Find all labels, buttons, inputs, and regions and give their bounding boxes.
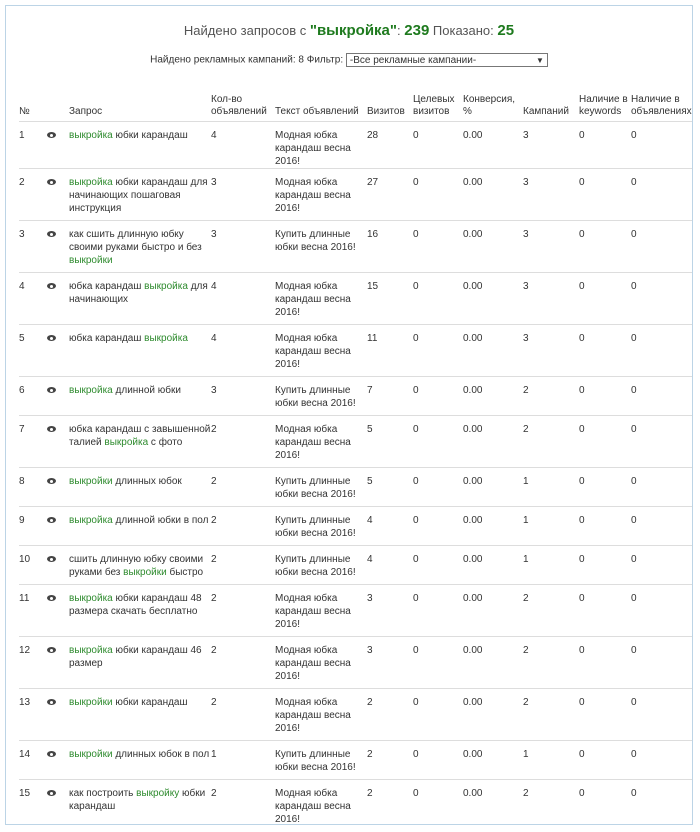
ads-count: 4 [211,325,275,377]
query-text: юбки карандаш 48 размера скачать бесплатно [69,593,202,617]
ad-text: Модная юбка карандаш весна 2016! [275,273,367,325]
visits: 2 [367,780,413,832]
target-visits: 0 [413,221,463,273]
ad-text: Купить длинные юбки весна 2016! [275,468,367,507]
visits: 7 [367,377,413,416]
visits: 15 [367,273,413,325]
conversion: 0.00 [463,507,523,546]
in-ads: 0 [631,637,692,689]
target-visits: 0 [413,169,463,221]
view-cell [47,689,69,741]
in-keywords: 0 [579,377,631,416]
ad-text: Модная юбка карандаш весна 2016! [275,416,367,468]
query-text: юбки карандаш 46 размер [69,645,202,669]
target-visits: 0 [413,546,463,585]
visits: 2 [367,741,413,780]
in-ads: 0 [631,221,692,273]
query-cell [69,468,211,507]
in-keywords: 0 [579,221,631,273]
row-number: 10 [19,546,47,585]
campaigns-found-label: Найдено рекламных кампаний: 8 Фильтр: [150,54,344,66]
eye-icon[interactable] [47,283,56,289]
table-row [19,468,692,507]
table-row [19,122,692,169]
conversion: 0.00 [463,546,523,585]
ad-text: Модная юбка карандаш весна 2016! [275,169,367,221]
in-keywords: 0 [579,546,631,585]
ads-count: 1 [211,741,275,780]
query-text: длинных юбок [112,476,182,487]
query-text: юбка карандаш с завышенной талией [69,424,211,448]
in-ads: 0 [631,585,692,637]
campaigns: 3 [523,169,579,221]
query-cell [69,416,211,468]
query-cell [69,377,211,416]
ads-count: 2 [211,468,275,507]
col-in-ads-header: Наличие в объявлениях [631,94,692,117]
in-keywords: 0 [579,169,631,221]
query-keyword: выкройки [123,567,167,578]
visits: 11 [367,325,413,377]
campaigns: 3 [523,273,579,325]
visits: 2 [367,689,413,741]
query-keyword: выкройка [69,645,113,656]
table-row [19,416,692,468]
campaigns: 1 [523,468,579,507]
query-text: юбки карандаш [112,130,188,141]
in-keywords: 0 [579,780,631,832]
row-number: 6 [19,377,47,416]
query-text: с фото [148,437,183,448]
query-cell [69,507,211,546]
ad-text: Модная юбка карандаш весна 2016! [275,780,367,832]
queries-table [19,70,692,832]
query-cell [69,221,211,273]
campaigns: 2 [523,416,579,468]
ad-text: Купить длинные юбки весна 2016! [275,741,367,780]
query-cell [69,741,211,780]
query-keyword: выкройка [69,177,113,188]
eye-icon[interactable] [47,132,56,138]
col-query-header: Запрос [69,106,103,117]
in-keywords: 0 [579,689,631,741]
visits: 4 [367,546,413,585]
ads-count: 3 [211,377,275,416]
ads-count: 2 [211,507,275,546]
row-number: 11 [19,585,47,637]
query-keyword: выкройка [104,437,149,448]
chevron-down-icon: ▼ [535,56,544,65]
row-number: 5 [19,325,47,377]
visits: 4 [367,507,413,546]
campaign-filter [6,53,692,67]
ad-text: Модная юбка карандаш весна 2016! [275,325,367,377]
visits: 27 [367,169,413,221]
campaigns: 2 [523,585,579,637]
conversion: 0.00 [463,689,523,741]
table-row [19,377,692,416]
table-header [19,70,692,122]
row-number: 12 [19,637,47,689]
query-cell [69,689,211,741]
target-visits: 0 [413,507,463,546]
view-cell [47,507,69,546]
query-cell [69,780,211,832]
query-keyword: выкройку [136,788,180,799]
col-number-header: № [19,106,30,117]
conversion: 0.00 [463,377,523,416]
campaigns: 2 [523,637,579,689]
view-cell [47,325,69,377]
in-keywords: 0 [579,585,631,637]
in-ads: 0 [631,741,692,780]
col-campaigns-header: Кампаний [523,106,569,117]
query-text: юбки карандаш [112,697,188,708]
in-ads: 0 [631,780,692,832]
summary-prefix: Найдено запросов с [183,23,310,38]
conversion: 0.00 [463,221,523,273]
table-row [19,585,692,637]
table-row [19,169,692,221]
view-cell [47,273,69,325]
ads-count: 4 [211,122,275,169]
view-cell [47,416,69,468]
query-cell [69,637,211,689]
query-keyword: выкройка [69,130,113,141]
target-visits: 0 [413,585,463,637]
table-row [19,689,692,741]
col-in-keywords-header: Наличие в keywords [579,94,628,117]
row-number: 4 [19,273,47,325]
eye-icon[interactable] [47,335,56,341]
ad-text: Купить длинные юбки весна 2016! [275,221,367,273]
search-summary [6,22,692,39]
query-text: юбки карандаш [69,788,206,812]
ads-count: 2 [211,780,275,832]
col-conversion-header: Конверсия, % [463,94,516,117]
row-number: 3 [19,221,47,273]
row-number: 9 [19,507,47,546]
campaigns: 3 [523,221,579,273]
eye-icon[interactable] [47,387,56,393]
view-cell [47,637,69,689]
campaigns: 1 [523,741,579,780]
query-text: выкройка [316,22,390,39]
target-visits: 0 [413,780,463,832]
eye-icon[interactable] [47,556,56,562]
query-text: как построить [69,788,137,799]
query-text: юбка карандаш [69,281,145,292]
ad-text: Модная юбка карандаш весна 2016! [275,122,367,169]
target-visits: 0 [413,122,463,169]
in-ads: 0 [631,507,692,546]
table-row [19,221,692,273]
query-text: длинных юбок в пол [112,749,210,760]
query-text: юбки карандаш для начинающих пошаговая инструкция [69,177,208,214]
query-text: для начинающих [69,281,208,305]
query-keyword: выкройка [144,333,188,344]
target-visits: 0 [413,377,463,416]
visits: 5 [367,468,413,507]
query-keyword: выкройка [69,515,113,526]
row-number: 2 [19,169,47,221]
ads-count: 2 [211,637,275,689]
target-visits: 0 [413,325,463,377]
ad-text: Купить длинные юбки весна 2016! [275,546,367,585]
in-ads: 0 [631,689,692,741]
conversion: 0.00 [463,325,523,377]
query-keyword: выкройка [69,593,113,604]
query-cell [69,169,211,221]
query-keyword: выкройка [69,385,113,396]
in-ads: 0 [631,122,692,169]
visits: 16 [367,221,413,273]
campaign-filter-select[interactable] [346,53,548,67]
target-visits: 0 [413,637,463,689]
shown-label: Показано: [432,23,494,38]
target-visits: 0 [413,273,463,325]
ads-count: 2 [211,546,275,585]
conversion: 0.00 [463,585,523,637]
in-keywords: 0 [579,507,631,546]
campaigns: 1 [523,546,579,585]
ad-text: Купить длинные юбки весна 2016! [275,507,367,546]
visits: 28 [367,122,413,169]
in-keywords: 0 [579,325,631,377]
view-cell [47,377,69,416]
conversion: 0.00 [463,741,523,780]
view-cell [47,122,69,169]
row-number: 14 [19,741,47,780]
view-cell [47,221,69,273]
eye-icon[interactable] [47,699,56,705]
view-cell [47,468,69,507]
query-quote-open: " [309,22,317,39]
ads-count: 2 [211,689,275,741]
table-row [19,741,692,780]
row-number: 13 [19,689,47,741]
shown-count: 25 [497,22,515,39]
in-keywords: 0 [579,468,631,507]
query-quote-close: " [389,22,398,39]
ads-count: 2 [211,416,275,468]
found-count: 239 [404,22,430,39]
col-ads-count-header: Кол-во объявлений [211,94,267,117]
ads-count: 3 [211,169,275,221]
query-cell [69,325,211,377]
query-text: быстро [166,567,204,578]
query-keyword: выкройка [144,281,188,292]
table-row [19,780,692,832]
conversion: 0.00 [463,416,523,468]
visits: 3 [367,585,413,637]
query-text: юбка карандаш [69,333,145,344]
results-panel [5,5,693,825]
in-ads: 0 [631,273,692,325]
query-keyword: выкройки [69,476,113,487]
query-cell [69,122,211,169]
in-ads: 0 [631,325,692,377]
campaigns: 3 [523,325,579,377]
col-target-visits-header: Целевых визитов [413,94,455,117]
eye-icon[interactable] [47,790,56,796]
query-text: длинной юбки в пол [112,515,209,526]
target-visits: 0 [413,468,463,507]
table-row [19,273,692,325]
in-ads: 0 [631,416,692,468]
in-ads: 0 [631,546,692,585]
query-text: сшить длинную юбку своими руками без [69,554,204,578]
eye-icon[interactable] [47,647,56,653]
in-ads: 0 [631,377,692,416]
ads-count: 2 [211,585,275,637]
campaigns: 1 [523,507,579,546]
row-number: 8 [19,468,47,507]
table-row [19,546,692,585]
view-cell [47,585,69,637]
in-ads: 0 [631,468,692,507]
view-cell [47,169,69,221]
view-cell [47,546,69,585]
campaigns: 2 [523,689,579,741]
query-keyword: выкройки [69,749,113,760]
conversion: 0.00 [463,122,523,169]
eye-icon[interactable] [47,231,56,237]
ad-text: Модная юбка карандаш весна 2016! [275,585,367,637]
eye-icon[interactable] [47,595,56,601]
conversion: 0.00 [463,780,523,832]
query-cell [69,585,211,637]
visits: 3 [367,637,413,689]
row-number: 1 [19,122,47,169]
eye-icon[interactable] [47,517,56,523]
eye-icon[interactable] [47,179,56,185]
table-row [19,637,692,689]
query-keyword: выкройки [69,255,113,266]
col-ad-text-header: Текст объявлений [275,106,359,117]
target-visits: 0 [413,741,463,780]
col-view-header [47,70,69,122]
visits: 5 [367,416,413,468]
ad-text: Модная юбка карандаш весна 2016! [275,637,367,689]
in-keywords: 0 [579,741,631,780]
query-cell [69,546,211,585]
row-number: 15 [19,780,47,832]
in-keywords: 0 [579,416,631,468]
conversion: 0.00 [463,637,523,689]
ads-count: 4 [211,273,275,325]
ad-text: Модная юбка карандаш весна 2016! [275,689,367,741]
summary-colon: : [397,23,401,38]
conversion: 0.00 [463,273,523,325]
eye-icon[interactable] [47,426,56,432]
query-text: как сшить длинную юбку своими руками быстро и без [69,229,202,253]
eye-icon[interactable] [47,478,56,484]
campaigns: 2 [523,780,579,832]
conversion: 0.00 [463,169,523,221]
query-text: длинной юбки [112,385,181,396]
campaign-filter-value: -Все рекламные кампании- [349,55,477,66]
row-number: 7 [19,416,47,468]
in-keywords: 0 [579,273,631,325]
query-keyword: выкройки [69,697,113,708]
view-cell [47,780,69,832]
campaigns: 2 [523,377,579,416]
in-ads: 0 [631,169,692,221]
table-row [19,507,692,546]
ads-count: 3 [211,221,275,273]
query-cell [69,273,211,325]
table-row [19,325,692,377]
campaigns: 3 [523,122,579,169]
in-keywords: 0 [579,637,631,689]
eye-icon[interactable] [47,751,56,757]
ad-text: Купить длинные юбки весна 2016! [275,377,367,416]
view-cell [47,741,69,780]
target-visits: 0 [413,689,463,741]
in-keywords: 0 [579,122,631,169]
target-visits: 0 [413,416,463,468]
col-visits-header: Визитов [367,106,405,117]
conversion: 0.00 [463,468,523,507]
